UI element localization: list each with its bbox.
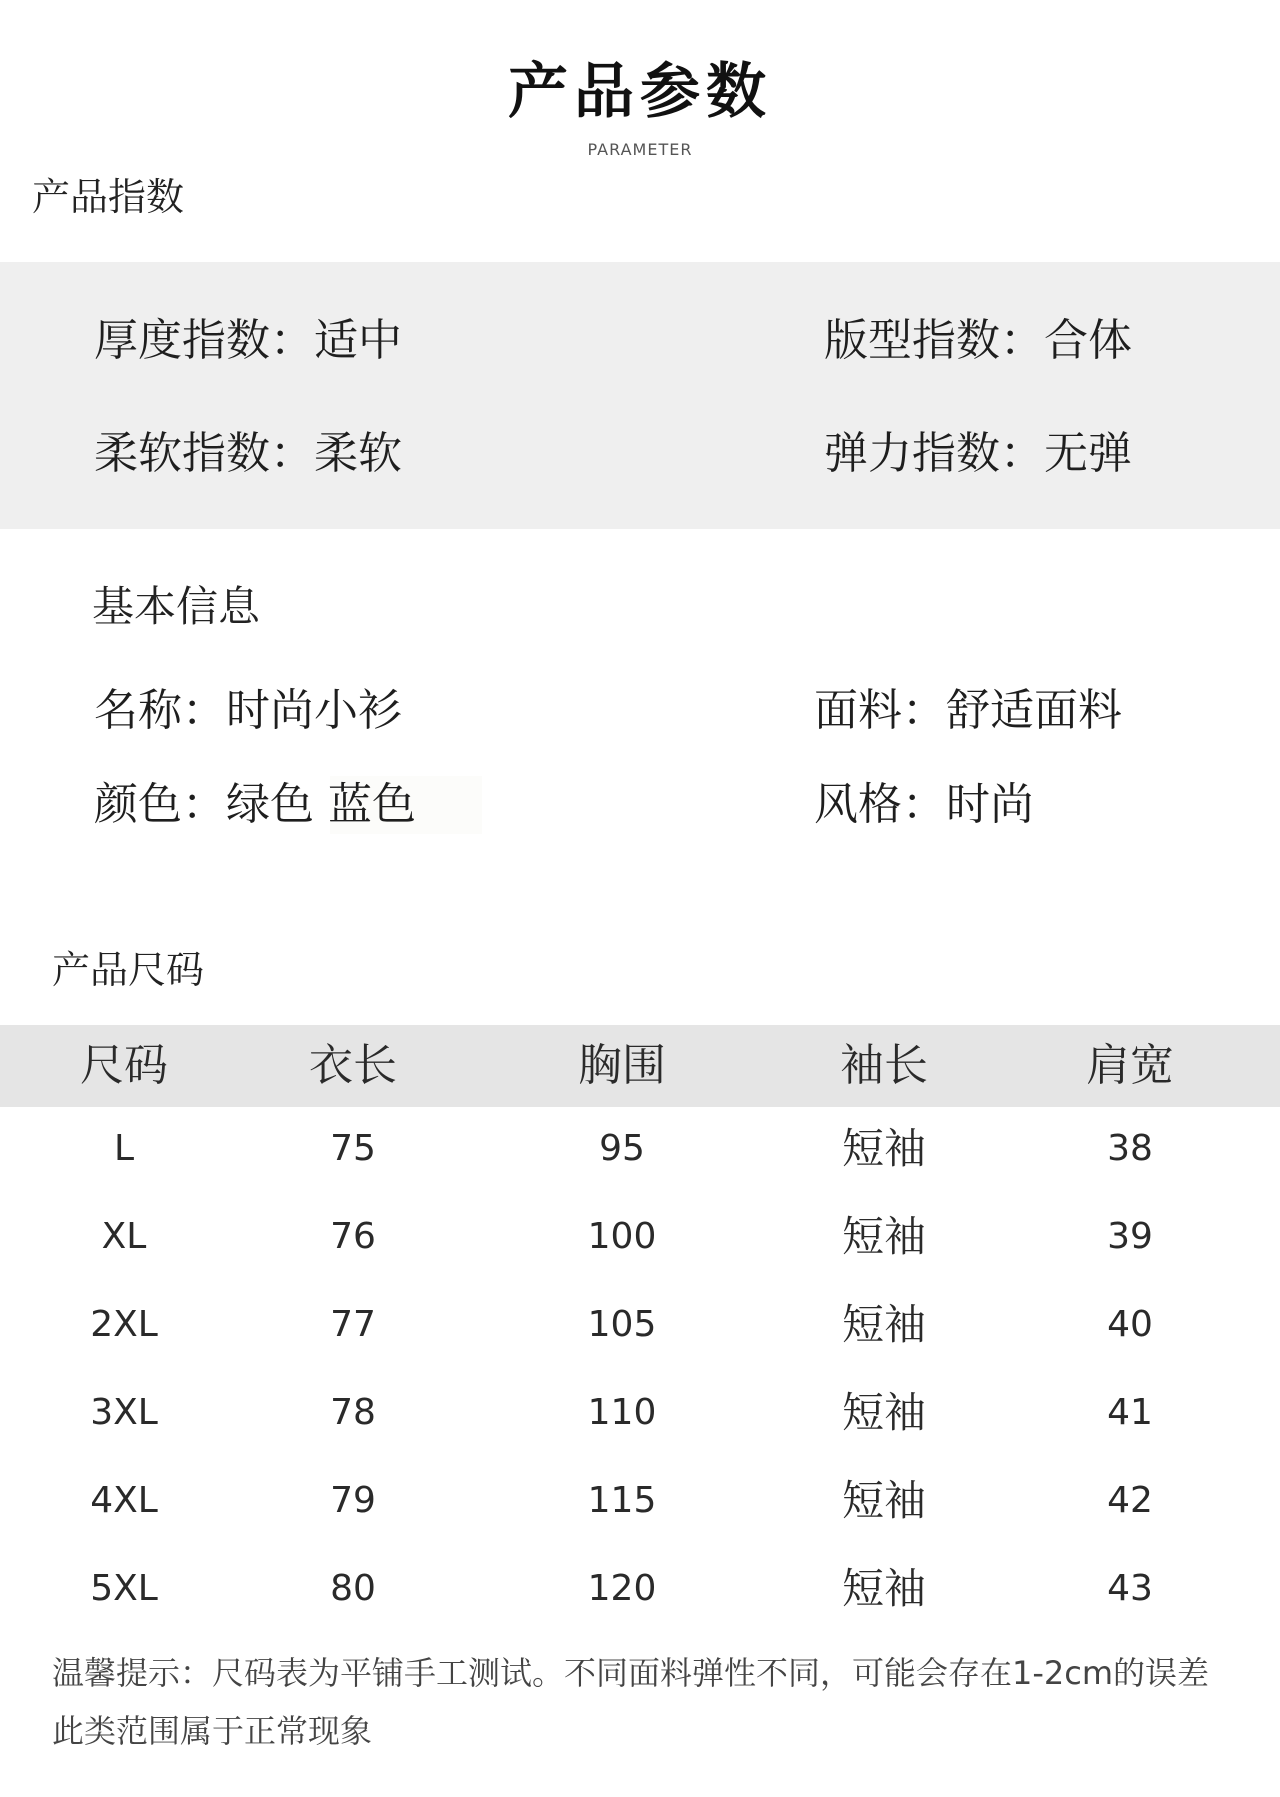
- column-header-shoulder: 肩宽: [1086, 1040, 1174, 1091]
- column-header-size: 尺码: [80, 1040, 168, 1091]
- index-value: 适中: [314, 315, 402, 366]
- table-cell-shoulder: 39: [1107, 1216, 1153, 1257]
- table-cell-sleeve: 短袖: [841, 1300, 926, 1349]
- index-label: 厚度指数：: [94, 315, 314, 366]
- table-cell-sleeve: 短袖: [841, 1564, 926, 1613]
- info-style: [814, 777, 1034, 833]
- indices-band: [0, 262, 1280, 529]
- table-cell-chest: 120: [587, 1568, 657, 1609]
- table-cell-shoulder: 38: [1107, 1128, 1153, 1169]
- info-label: 面料：: [814, 685, 946, 736]
- table-cell-shoulder: 43: [1107, 1568, 1153, 1609]
- info-label: 名称：: [94, 685, 226, 736]
- table-cell-length: 80: [330, 1568, 376, 1609]
- index-value: 柔软: [314, 428, 402, 479]
- table-cell-chest: 105: [587, 1304, 657, 1345]
- info-name: [94, 683, 402, 739]
- size-heading: 产品尺码: [52, 948, 205, 992]
- table-cell-length: 78: [330, 1392, 376, 1433]
- index-fit: [824, 313, 1132, 369]
- table-cell-shoulder: 41: [1107, 1392, 1153, 1433]
- info-fabric: [814, 683, 1122, 739]
- size-note-line-1: 温馨提示：尺码表为平铺手工测试。不同面料弹性不同，可能会存在1-2cm的误差: [52, 1654, 1210, 1692]
- table-cell-sleeve: 短袖: [841, 1388, 926, 1437]
- index-thickness: [94, 313, 402, 369]
- table-cell-sleeve: 短袖: [841, 1212, 926, 1261]
- column-header-sleeve: 袖长: [840, 1040, 928, 1091]
- table-cell-chest: 95: [599, 1128, 645, 1169]
- table-cell-size: 2XL: [90, 1304, 158, 1345]
- table-cell-size: XL: [101, 1216, 147, 1257]
- table-cell-shoulder: 42: [1107, 1480, 1153, 1521]
- index-value: 合体: [1044, 315, 1132, 366]
- table-cell-sleeve: 短袖: [841, 1476, 926, 1525]
- index-label: 版型指数：: [824, 315, 1044, 366]
- table-cell-length: 76: [330, 1216, 376, 1257]
- page-subtitle: PARAMETER: [587, 140, 693, 159]
- basic-info-heading: 基本信息: [92, 582, 261, 631]
- column-header-length: 衣长: [309, 1040, 397, 1091]
- index-softness: [94, 426, 402, 482]
- page-title: 产品参数: [508, 57, 772, 127]
- index-value: 无弹: [1044, 428, 1132, 479]
- info-color: [94, 777, 416, 833]
- table-cell-chest: 100: [587, 1216, 657, 1257]
- info-value: 绿色 蓝色: [226, 779, 416, 830]
- index-label: 柔软指数：: [94, 428, 314, 479]
- column-header-chest: 胸围: [578, 1040, 666, 1091]
- table-cell-sleeve: 短袖: [841, 1124, 926, 1173]
- size-note-line-2: 此类范围属于正常现象: [52, 1712, 373, 1750]
- table-cell-chest: 110: [587, 1392, 657, 1433]
- table-cell-chest: 115: [587, 1480, 657, 1521]
- info-value: 时尚小衫: [226, 685, 402, 736]
- index-label: 弹力指数：: [824, 428, 1044, 479]
- index-elasticity: [824, 426, 1132, 482]
- indices-heading: 产品指数: [32, 175, 185, 219]
- info-value: 时尚: [946, 779, 1034, 830]
- table-cell-size: 5XL: [90, 1568, 158, 1609]
- table-cell-length: 77: [330, 1304, 376, 1345]
- table-cell-length: 79: [330, 1480, 376, 1521]
- table-cell-length: 75: [330, 1128, 376, 1169]
- table-cell-size: 3XL: [90, 1392, 158, 1433]
- info-value: 舒适面料: [946, 685, 1122, 736]
- table-cell-size: 4XL: [90, 1480, 158, 1521]
- table-cell-size: L: [113, 1128, 135, 1169]
- info-label: 颜色：: [94, 779, 226, 830]
- info-label: 风格：: [814, 779, 946, 830]
- table-cell-shoulder: 40: [1107, 1304, 1153, 1345]
